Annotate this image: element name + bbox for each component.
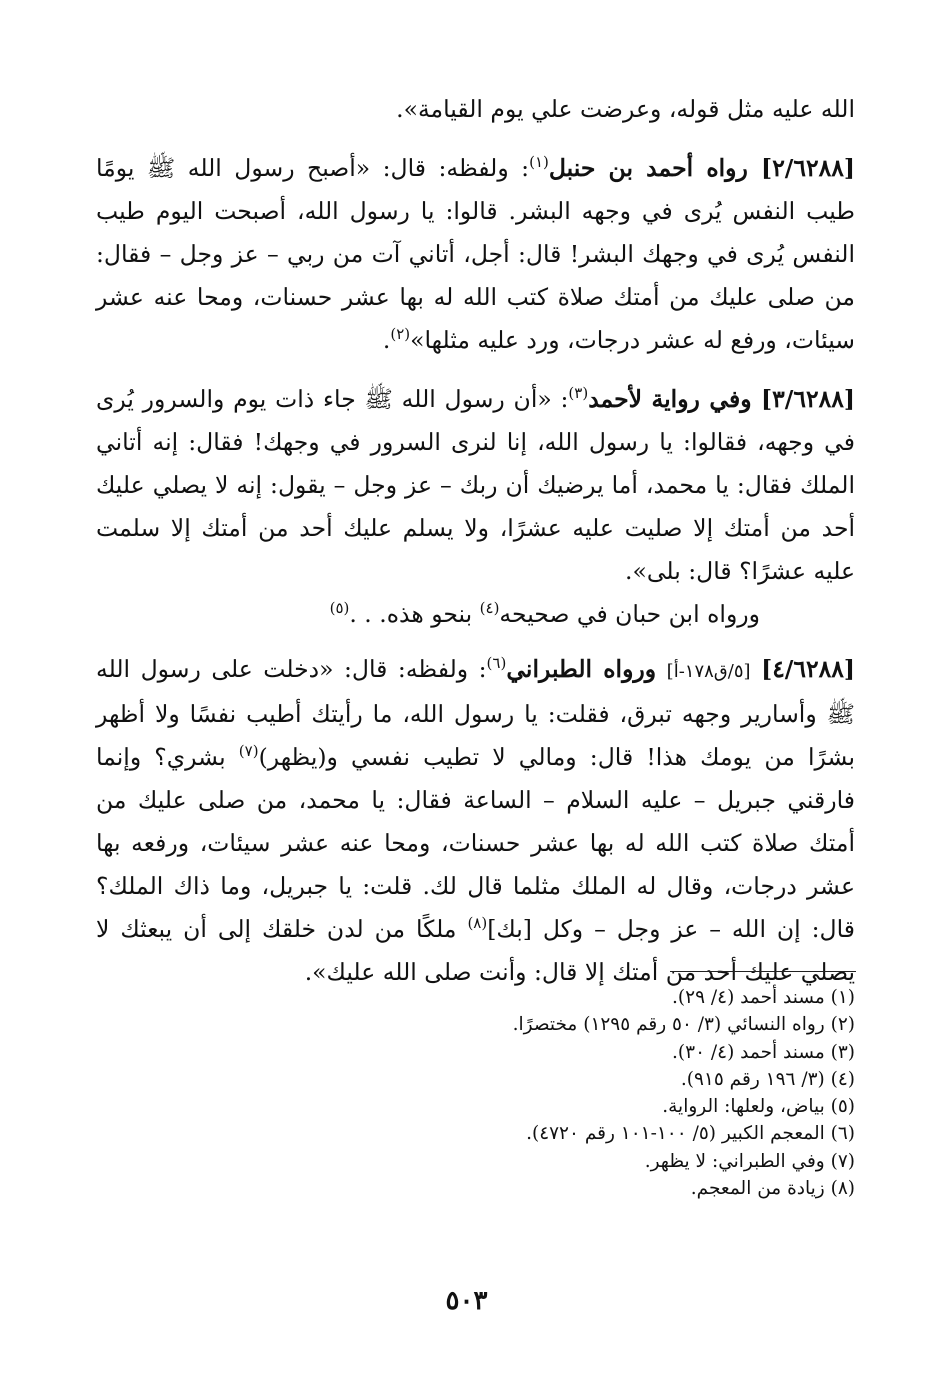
footnote: (٣) مسند أحمد (٤/ ٣٠). [672,1041,855,1063]
footnote-ref: (٢) [390,325,411,344]
entry-text: : ولفظه: قال: «دخلت على رسول الله ﷺ وأسارير وجهه تبرق، فقلت: يا رسول الله، ما رأيتك أطيب نفسًا ولا أظهر بشرًا من يومك هذا! قال: ومالي لا تطيب نفسي و(يظهر) [96,655,855,771]
entry-label: ورواه الطبراني [506,655,657,683]
footnotes [155,984,855,1202]
entry-label: [٤/٦٢٨٨] [761,655,856,683]
entry-text: بنحو هذه. . . [349,600,480,628]
hadith-entry-2: [٢/٦٢٨٨] رواه أحمد بن حنبل$^{(١)}$: ولفظه: قال: «أصبح رسول الله ﷺ يومًا طيب النفس يُرى في وجهه البشر. قالوا: يا رسول الله، أصبحت اليوم طيب النفس يُرى في وجهك البشر! قال: أجل، أتاني آت من ربي – عز وجل – فقال: من صلى عليك من أمتك صلاة كتب الله له بها عشر حسنات، ومحا عنه عشر سيئات، ورفع له عشر درجات، ورد عليه مثلها»$^{(٢)}$. [96,153,856,354]
footnote-ref: (٣) [568,384,589,403]
entry-text: ورواه ابن حبان في صحيحه [499,600,760,628]
footnote-ref: (٨) [467,914,488,933]
entry-label: [٢/٦٢٨٨] رواه أحمد بن حنبل [548,154,856,182]
footnote: (٤) (٣/ ١٩٦ رقم ٩١٥). [680,1068,855,1090]
entry-text: بشري؟ وإنما فارقني جبريل – عليه السلام – الساعة فقال: يا محمد، من صلى عليك من أمتك صلاة كتب الله له بها عشر حسنات، ومحا عنه عشر سيئات، ورفعه بها عشر درجات، وقال له الملك مثلما قال لك. قلت: يا جبريل، وما ذاك الملك؟ قال: إن الله – عز وجل – وكل [بك] [96,743,855,943]
footnote: (٥) بياض، ولعلها: الرواية. [662,1096,855,1118]
page-number: ٥٠٣ [445,1286,488,1316]
footnote-ref: (٧) [238,742,259,761]
footnote: (٨) زيادة من المعجم. [690,1178,855,1200]
hadith-entry-4 [96,648,855,994]
hadith-entry-3 [96,378,855,593]
continuation-text: الله عليه مثل قوله، وعرضت علي يوم القيامة». [396,95,855,123]
footnote-ref: (٦) [486,654,507,673]
entry-text: ملكًا من لدن خلقك إلى أن يبعثك لا يصلي عليك أحد من أمتك إلا قال: وأنت صلى الله عليك». [96,915,855,986]
entry-label: [٣/٦٢٨٨] وفي رواية لأحمد [588,385,855,413]
footnote-ref: (٥) [329,599,350,618]
footnote: (٢) رواه النسائي (٣/ ٥٠ رقم ١٢٩٥) مختصرًا. [512,1014,855,1036]
footnote-ref: (٤) [479,599,500,618]
ibn-hibban-note [96,593,855,636]
manuscript-ref: [٥/ق١٧٨-أ] [666,661,751,682]
entry-text: : ولفظه: قال: «أصبح رسول الله ﷺ يومًا طيب النفس يُرى في وجهه البشر. قالوا: يا رسول الله، أصبحت اليوم طيب النفس يُرى في وجهك البشر! قال: أجل، أتاني آت من ربي – عز وجل – فقال: من صلى عليك من أمتك صلاة كتب الله له بها عشر حسنات، ومحا عنه عشر سيئات، ورفع له عشر درجات، ورد عليه مثلها» [96,154,855,354]
footnote: (١) مسند أحمد (٤/ ٢٩). [672,987,855,1008]
paragraph-continuation [96,88,855,131]
entry-text: : «أن رسول الله ﷺ جاء ذات يوم والسرور يُرى في وجهه، فقالوا: يا رسول الله، إنا لنرى السرور في وجهك! فقال: إنه أتاني الملك فقال: يا محمد، أما يرضيك أن ربك – عز وجل – يقول: إنه لا يصلي عليك أحد من أمتك إلا صليت عليه عشرًا، ولا يسلم عليك أحد من أمتك إلا سلمت عليه عشرًا؟ قال: بلى». [96,385,855,585]
footnote-separator [670,971,856,972]
main-text [96,88,855,1010]
footnote: (٦) المعجم الكبير (٥/ ١٠٠-١٠١ رقم ٤٧٢٠). [526,1123,855,1145]
footnote: (٧) وفي الطبراني: لا يظهر. [644,1150,855,1172]
footnote-ref: (١) [529,153,549,172]
